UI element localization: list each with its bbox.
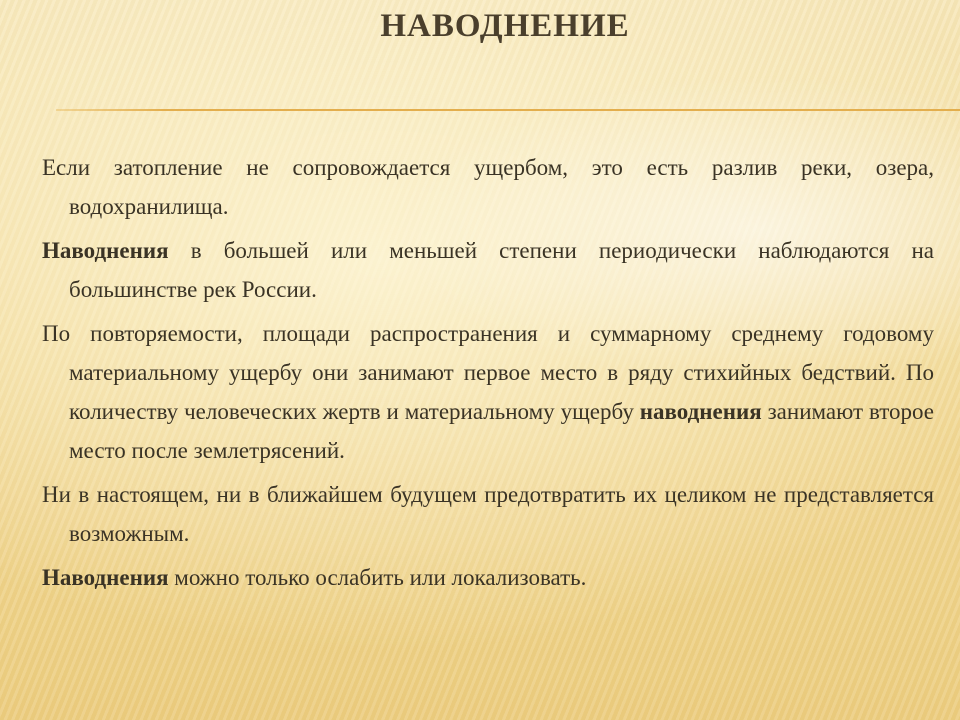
paragraph-text: Ни в настоящем, ни в ближайшем будущем предотвратить их целиком не представляется возможным. bbox=[42, 482, 934, 546]
paragraph-bold-term: Наводнения bbox=[42, 238, 169, 263]
paragraph-text-before: По повторяемости, площади распространения и суммарному среднему годовому материальному ущербу они занимают первое место в ряду стихийных бедствий. По количеству человеческих жертв и материальному ущербу bbox=[42, 321, 934, 424]
paragraph-bold-term: наводнения bbox=[639, 399, 762, 424]
paragraph-bold-term: Наводнения bbox=[42, 565, 169, 590]
slide-title: НАВОДНЕНИЕ bbox=[380, 8, 630, 44]
paragraph-flood-ranking bbox=[42, 314, 934, 470]
paragraph-flood-definition bbox=[42, 148, 934, 226]
paragraph-flood-prevention bbox=[42, 475, 934, 553]
paragraph-text-after: занимают второе место после землетрясений. bbox=[69, 399, 934, 463]
slide-body bbox=[42, 148, 934, 602]
paragraph-text: в большей или меньшей степени периодически наблюдаются на большинстве рек России. bbox=[69, 238, 934, 302]
paragraph-text: можно только ослабить или локализовать. bbox=[168, 565, 587, 590]
title-divider bbox=[56, 109, 960, 111]
paragraph-flood-mitigation bbox=[42, 558, 934, 597]
paragraph-text: Если затопление не сопровождается ущербом, это есть разлив реки, озера, водохранилища. bbox=[42, 155, 934, 219]
paragraph-flood-frequency bbox=[42, 231, 934, 309]
